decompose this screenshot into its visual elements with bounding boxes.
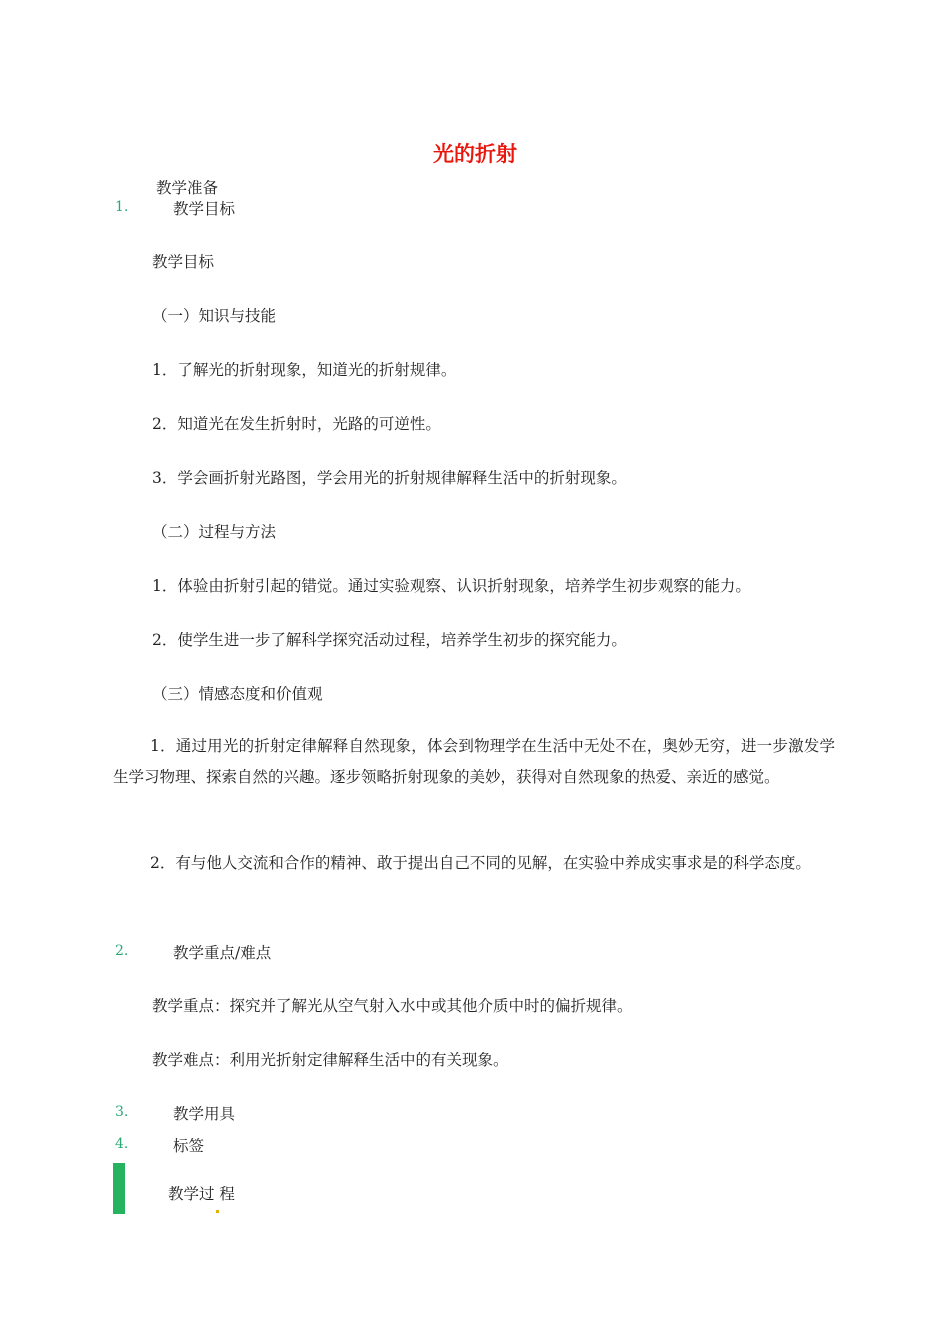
process-marker-bar bbox=[113, 1163, 125, 1214]
section-heading-2: 教学重点/难点 bbox=[173, 944, 272, 962]
page-title: 光的折射 bbox=[433, 142, 517, 166]
marker-dot bbox=[216, 1210, 219, 1213]
section-number-3: 3. bbox=[115, 1104, 129, 1120]
knowledge-heading: （一）知识与技能 bbox=[152, 307, 277, 325]
difficult-point: 教学难点：利用光折射定律解释生活中的有关现象。 bbox=[152, 1051, 509, 1069]
section-number-4: 4. bbox=[115, 1136, 129, 1152]
attitude-heading: （三）情感态度和价值观 bbox=[152, 685, 323, 703]
knowledge-item-3: 3．学会画折射光路图，学会用光的折射规律解释生活中的折射现象。 bbox=[152, 469, 627, 487]
attitude-item-2: 2．有与他人交流和合作的精神、敢于提出自己不同的见解，在实验中养成实事求是的科学态度。 bbox=[150, 854, 811, 872]
attitude-item-1: 1．通过用光的折射定律解释自然现象，体会到物理学在生活中无处不在，奥妙无穷，进一步激发学生学习物理、探索自然的兴趣。逐步领略折射现象的美妙，获得对自然现象的热爱、亲近的感觉。 bbox=[113, 737, 835, 786]
key-point: 教学重点：探究并了解光从空气射入水中或其他介质中时的偏折规律。 bbox=[152, 997, 633, 1015]
section-heading-4: 标签 bbox=[173, 1137, 205, 1155]
process-item-2: 2．使学生进一步了解科学探究活动过程，培养学生初步的探究能力。 bbox=[152, 631, 627, 649]
section-heading-1: 教学目标 bbox=[173, 200, 236, 218]
process-heading: （二）过程与方法 bbox=[152, 523, 277, 541]
prep-heading: 教学准备 bbox=[156, 179, 219, 197]
objectives-title: 教学目标 bbox=[152, 253, 215, 271]
process-item-1: 1．体验由折射引起的错觉。通过实验观察、认识折射现象，培养学生初步观察的能力。 bbox=[152, 577, 751, 595]
knowledge-item-2: 2．知道光在发生折射时，光路的可逆性。 bbox=[152, 415, 441, 433]
section-number-2: 2. bbox=[115, 943, 129, 959]
process-section-heading: 教学过 程 bbox=[168, 1185, 235, 1203]
section-number-1: 1. bbox=[115, 199, 129, 215]
section-heading-3: 教学用具 bbox=[173, 1105, 236, 1123]
knowledge-item-1: 1．了解光的折射现象，知道光的折射规律。 bbox=[152, 361, 457, 379]
